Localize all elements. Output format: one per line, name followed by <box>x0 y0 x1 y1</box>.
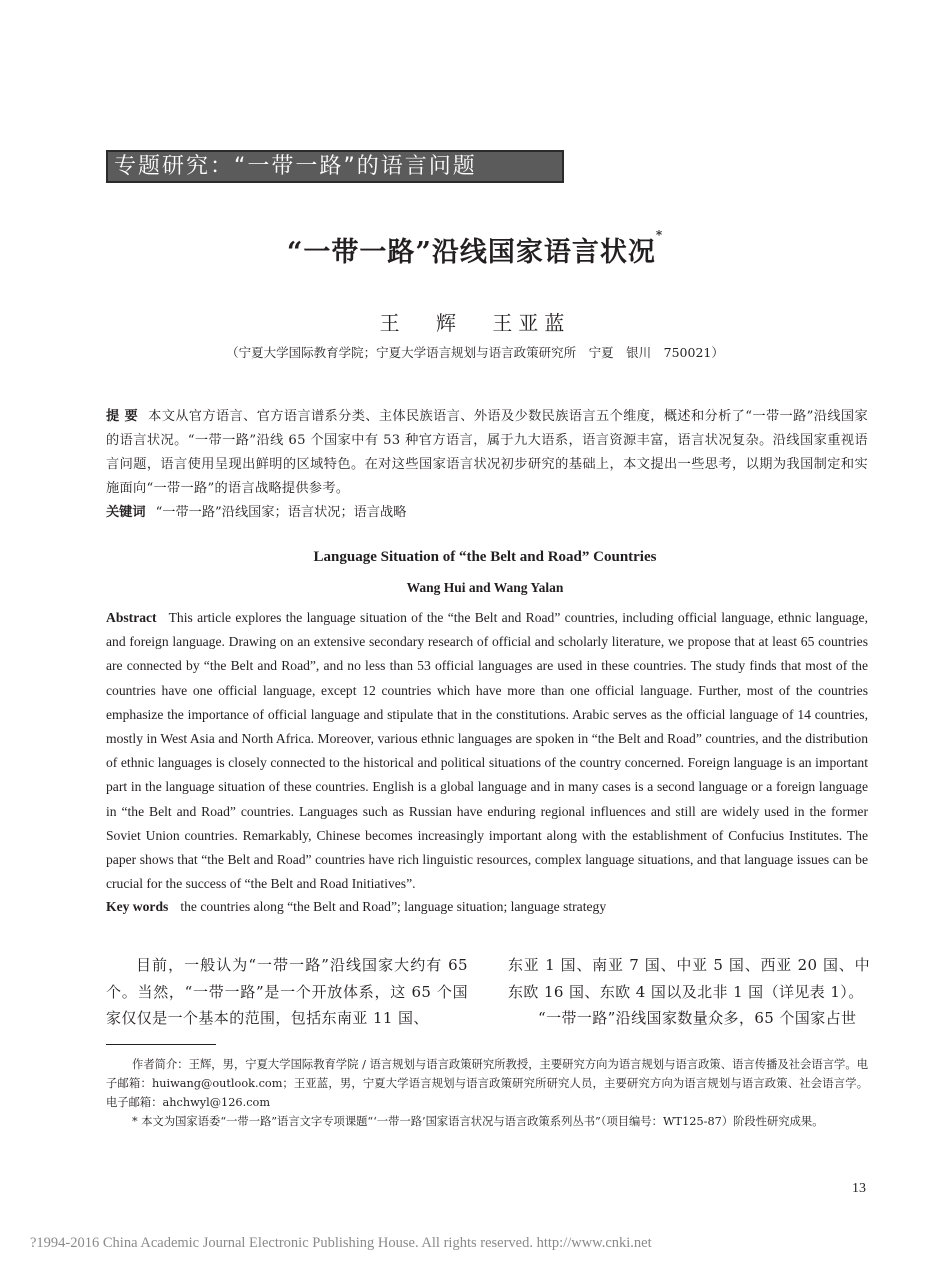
chinese-title <box>0 230 950 269</box>
chinese-keywords-label: 关键词 <box>106 505 146 520</box>
english-keywords-text: the countries along “the Belt and Road”; language situation; language strategy <box>180 899 607 914</box>
chinese-keywords-text: “一带一路”沿线国家；语言状况；语言战略 <box>155 505 407 520</box>
title-footnote-mark: * <box>655 228 664 242</box>
english-authors: Wang Hui and Wang Yalan <box>406 580 564 595</box>
chinese-affiliation: （宁夏大学国际教育学院；宁夏大学语言规划与语言政策研究所 宁夏 银川 750021） <box>226 345 724 360</box>
author-footnote: 作者简介：王辉，男，宁夏大学国际教育学院 / 语言规划与语言政策研究所教授，主要研究方向为语言规划与语言政策、语言传播及社会语言学。电子邮箱：huiwang@outlook.com；王亚蓝，男，宁夏大学语言规划与语言政策研究所研究人员，主要研究方向为语言规划与语言政策、社会语言学。电子邮箱：ahchwyl@126.com <box>106 1058 868 1109</box>
chinese-authors: 王 辉 王亚蓝 <box>379 311 571 335</box>
chinese-abstract <box>106 405 868 501</box>
english-title: Language Situation of “the Belt and Road” Countries <box>313 549 657 565</box>
english-abstract <box>106 606 868 896</box>
english-abstract-label: Abstract <box>106 610 157 625</box>
english-abstract-text: This article explores the language situation of the “the Belt and Road” countries, including official language, ethnic language, and foreign language. Drawing on an extensive secondary research of official and scholarly literature, we propose that at least 65 countries are connected by “the Belt and Road”, and no less than 53 official languages are used in these countries. The study finds that most of the countries have one official language, except 12 countries which have more than one official language. Further, most of the countries emphasize the importance of official language and stipulate that in the constitutions. Arabic serves as the official language of 14 countries, mostly in West Asia and North Africa. Moreover, various ethnic languages are spoken in “the Belt and Road” countries, and the distribution of ethnic languages is closely connected to the historical and political situations of the country concerned. Foreign language is an important part in the language situation of these countries. English is a global language and in many cases is a second language or a foreign language in “the Belt and Road” countries. Languages such as Russian have enduring regional influences and still are widely used in the former Soviet Union countries. Remarkably, Chinese becomes increasingly important along with the establishment of Confucius Institutes. The paper shows that “the Belt and Road” countries have rich linguistic resources, complex language situations, and that language issues can be crucial for the success of “the Belt and Road Initiatives”. <box>106 610 868 892</box>
english-keywords-label: Key words <box>106 899 169 914</box>
body-right-column <box>508 952 870 1032</box>
english-keywords <box>106 895 868 919</box>
body-left-column: 目前，一般认为“一带一路”沿线国家大约有 65 个。当然，“一带一路”是一个开放体系，这 65 个国家仅仅是一个基本的范围，包括东南亚 11 国、 <box>106 956 468 1027</box>
footnotes <box>106 1055 868 1131</box>
fund-footnote: * 本文为国家语委“一带一路”语言文字专项课题“‘一带一路’国家语言状况与语言政策系列丛书”（项目编号：WT125-87）阶段性研究成果。 <box>132 1115 824 1128</box>
body-right-paragraph-2: “一带一路”沿线国家数量众多，65 个国家占世 <box>538 1009 857 1027</box>
chinese-abstract-label: 提 要 <box>106 409 139 424</box>
body-right-paragraph-1: 东亚 1 国、南亚 7 国、中亚 5 国、西亚 20 国、中东欧 16 国、东欧 4 国以及北非 1 国（详见表 1）。 <box>508 956 870 1001</box>
column-banner: 专题研究：“一带一路”的语言问题 <box>106 150 564 183</box>
copyright-watermark: ?1994-2016 China Academic Journal Electronic Publishing House. All rights reserved. http://www.cnki.net <box>30 1235 652 1251</box>
footnote-rule <box>106 1044 216 1045</box>
page-number: 13 <box>852 1181 866 1196</box>
chinese-keywords <box>106 501 868 525</box>
chinese-title-text: “一带一路”沿线国家语言状况 <box>286 237 656 268</box>
chinese-abstract-text: 本文从官方语言、官方语言谱系分类、主体民族语言、外语及少数民族语言五个维度，概述和分析了“一带一路”沿线国家的语言状况。“一带一路”沿线 65 个国家中有 53 种官方语言，属于九大语系，语言资源丰富，语言状况复杂。沿线国家重视语言问题，语言使用呈现出鲜明的区域特色。在对这些国家语言状况初步研究的基础上，本文提出一些思考，以期为我国制定和实施面向“一带一路”的语言战略提供参考。 <box>106 409 868 496</box>
